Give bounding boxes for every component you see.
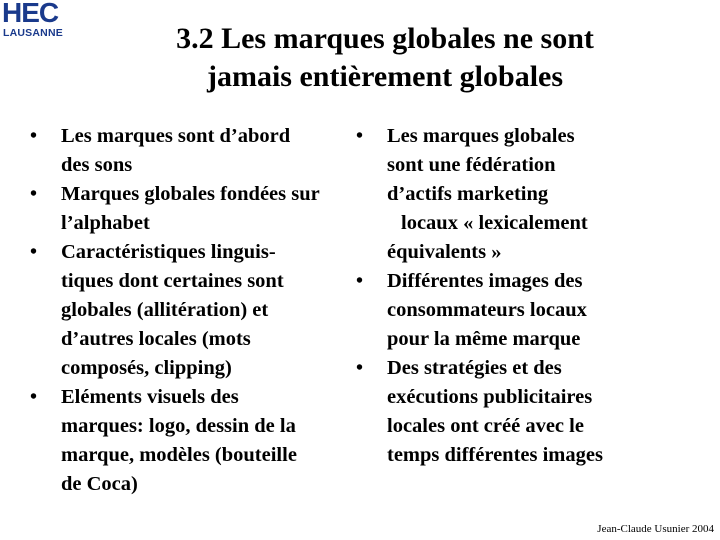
bullet-item [356,267,696,354]
bullet-line: de Coca) [61,473,138,495]
right-column [356,122,696,470]
bullet-line: locaux « lexicalement [401,212,588,234]
bullet-line: Différentes images des [387,270,583,292]
hec-lausanne-logo [2,2,68,40]
bullet-line: composés, clipping) [61,357,232,379]
bullet-line: sont une fédération [387,154,556,176]
bullet-line: locales ont créé avec le [387,415,584,437]
bullet-line: marques: logo, dessin de la [61,415,296,437]
bullet-line: équivalents » [387,241,502,263]
bullet-item [30,122,370,180]
bullet-line: globales (allitération) et [61,299,269,321]
bullet-line: marque, modèles (bouteille [61,444,297,466]
slide-title [85,20,685,96]
bullet-line: d’actifs marketing [387,183,549,205]
logo-subtitle: LAUSANNE [3,27,63,39]
bullet-item [356,354,696,470]
bullet-line: des sons [61,154,133,176]
bullet-line: Eléments visuels des [61,386,239,408]
footer-credit: Jean-Claude Usunier 2004 [597,523,714,535]
bullet-marker: • [30,183,38,205]
bullet-item [30,238,370,383]
title-line: jamais entièrement globales [206,60,564,93]
bullet-marker: • [356,125,364,147]
bullet-line: Caractéristiques linguis- [61,241,276,263]
bullet-marker: • [30,125,38,147]
bullet-line: Les marques sont d’abord [61,125,291,147]
bullet-marker: • [30,386,38,408]
bullet-marker: • [30,241,38,263]
bullet-line: consommateurs locaux [387,299,587,321]
bullet-line: Des stratégies et des [387,357,562,379]
left-column [30,122,370,499]
bullet-marker: • [356,270,364,292]
bullet-line: l’alphabet [61,212,150,234]
logo-wordmark: HEC [2,0,59,28]
bullet-item [30,383,370,499]
bullet-line: d’autres locales (mots [61,328,251,350]
bullet-line: temps différentes images [387,444,603,466]
bullet-marker: • [356,357,364,379]
bullet-line: tiques dont certaines sont [61,270,284,292]
bullet-item [30,180,370,238]
title-line: 3.2 Les marques globales ne sont [176,22,594,55]
bullet-line: exécutions publicitaires [387,386,593,408]
bullet-line: pour la même marque [387,328,581,350]
bullet-item [356,122,696,267]
bullet-line: Marques globales fondées sur [61,183,320,205]
bullet-line: Les marques globales [387,125,575,147]
